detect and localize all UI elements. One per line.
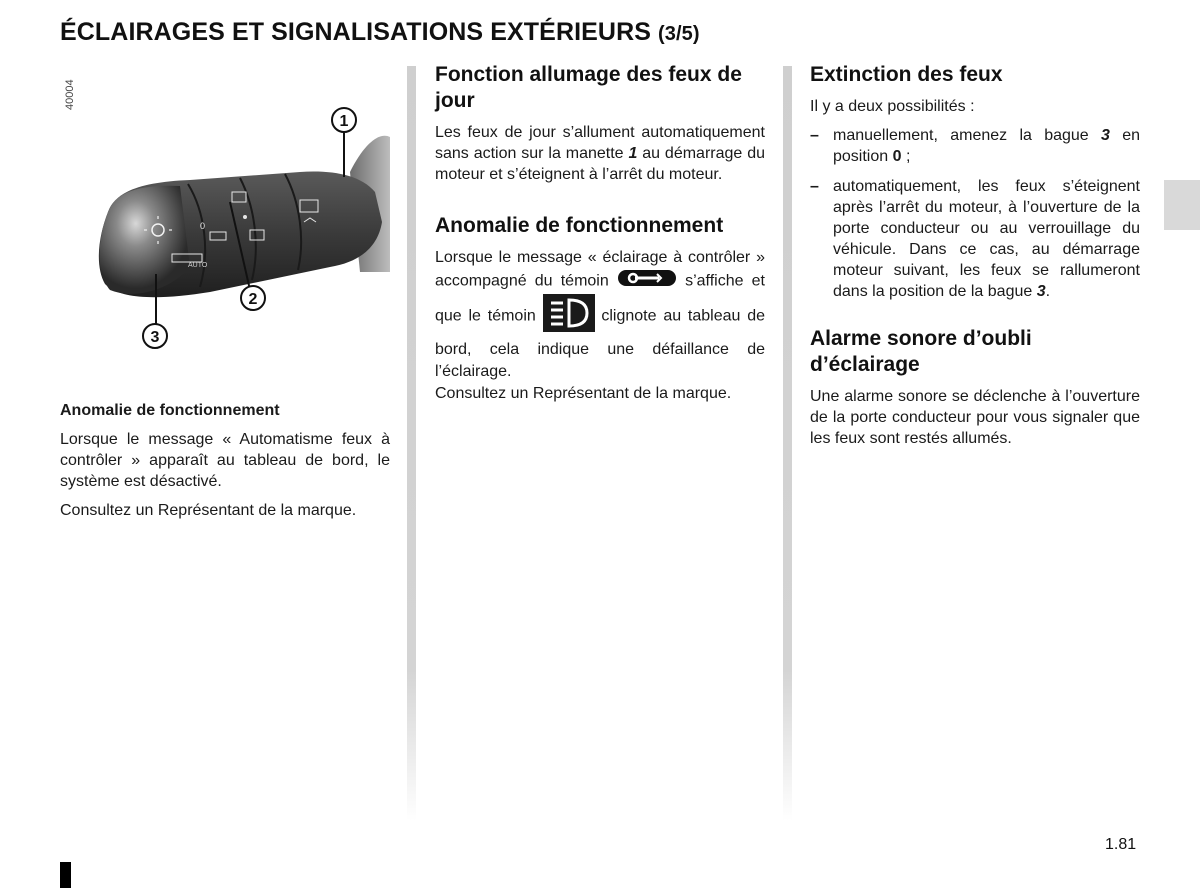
list-item: – manuellement, amenez la bague 3 en position 0 ; <box>810 127 1140 165</box>
callout-2 <box>241 286 265 310</box>
light-stalk-figure <box>60 62 390 372</box>
left-paragraph-1: Lorsque le message « Automatisme feux à contrôler » apparaît au tableau de bord, le système est désactivé. <box>60 431 390 490</box>
stalk-ref-1: 1 <box>628 145 638 162</box>
lights-alarm-paragraph: Une alarme sonore se déclenche à l’ouverture de la porte conducteur pour vous signaler que les feux sont restés allumés. <box>810 388 1140 447</box>
lights-off-heading: Extinction des feux <box>810 63 1003 86</box>
daytime-lights-paragraph: Les feux de jour s’allument automatiquement sans action sur la manette 1 au démarrage du moteur et s’éteignent à l’arrêt du moteur. <box>435 124 765 183</box>
ring-ref-3: 3 <box>1101 127 1110 144</box>
ring-ref-3b: 3 <box>1036 283 1046 300</box>
chapter-tab-marker <box>1164 180 1200 230</box>
malfunction-heading: Anomalie de fonctionnement <box>435 214 724 237</box>
page-title <box>60 18 700 47</box>
light-stalk-illustration <box>60 62 390 372</box>
page-title-subtitle: (3/5) <box>658 23 700 45</box>
column-divider-right <box>783 66 792 821</box>
stalk-auto-label: AUTO <box>188 262 208 269</box>
left-column <box>60 62 390 521</box>
stalk-position-zero: 0 <box>200 221 206 231</box>
middle-column <box>435 62 765 404</box>
column-divider-left <box>407 66 416 821</box>
right-column <box>810 62 1140 449</box>
left-paragraph-2: Consultez un Représentant de la marque. <box>60 502 357 519</box>
callout-3-label: 3 <box>150 329 160 346</box>
page-corner-mark <box>60 862 71 888</box>
lights-off-list <box>810 125 1140 302</box>
malfunction-contact-paragraph: Consultez un Représentant de la marque. <box>435 385 732 402</box>
callout-2-label: 2 <box>248 291 258 308</box>
figure-code: 40004 <box>64 79 76 110</box>
daytime-lights-heading: Fonction allumage des feux de jour <box>435 63 742 112</box>
left-section-title: Anomalie de fonctionnement <box>60 402 280 419</box>
list-item: – automatiquement, les feux s’éteignent après l’arrêt du moteur, à l’ouverture de la porte conducteur ou au verrouillage du véhicule. Dans ce cas, au démarrage moteur suivant, les feux se rallumeront dans la position de la bague 3. <box>810 178 1140 300</box>
stalk-tip-ring <box>100 186 190 294</box>
page-title-main: ÉCLAIRAGES ET SIGNALISATIONS EXTÉRIEURS <box>60 18 651 46</box>
position-zero: 0 <box>892 148 902 165</box>
lights-alarm-heading: Alarme sonore d’oubli d’éclairage <box>810 327 1032 376</box>
wrench-warning-icon <box>617 269 677 294</box>
callout-1-label: 1 <box>339 113 349 130</box>
headlight-warning-icon <box>543 294 595 339</box>
callout-3 <box>143 324 167 348</box>
page-number: 1.81 <box>1105 836 1137 853</box>
lights-off-intro: Il y a deux possibilités : <box>810 98 975 115</box>
malfunction-paragraph: Lorsque le message « éclairage à contrôler » accompagné du témoin s’affiche et que le témoin clignote au tableau de bord, cela indique une défaillance de l’éclairage. <box>435 249 766 380</box>
callout-1 <box>332 108 356 132</box>
